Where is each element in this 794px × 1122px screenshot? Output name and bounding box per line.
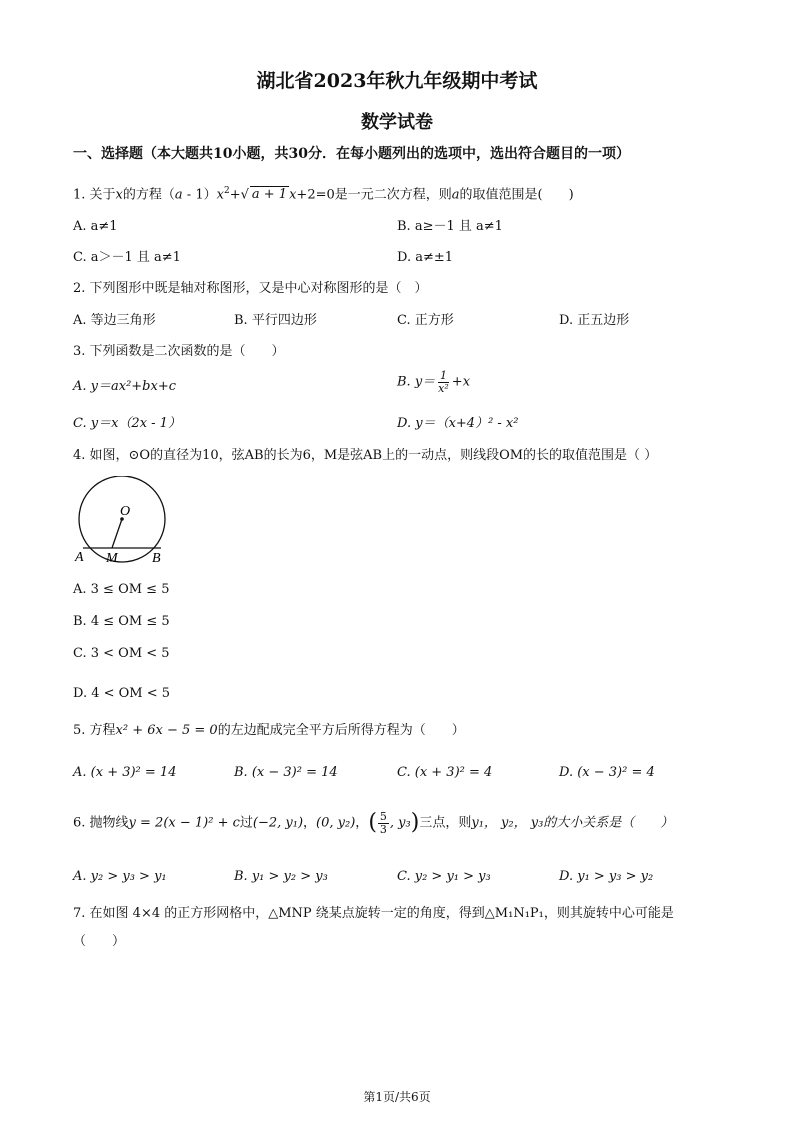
q4-option-a: A. 3 ≤ OM ≤ 5 [73,582,170,597]
segment-om [112,519,122,548]
q3-option-c: C. y＝x（2x - 1） [73,416,181,431]
q3-option-b: B. y＝ $\frac{1}{\text{x²}}$ +x [397,369,471,395]
q5-option-a: A. (x + 3)² = 14 [73,765,177,780]
q6-option-b: B. y₁ > y₂ > y₃ [234,869,328,884]
q6-option-c: C. y₂ > y₁ > y₃ [397,869,491,884]
q6-option-d: D. y₁ > y₃ > y₂ [559,869,654,884]
question-7-stem-continued: （ ） [73,934,126,949]
page-title: 湖北省2023年秋九年级期中考试 [256,70,538,92]
question-3-stem: 3. 下列函数是二次函数的是（ ） [73,344,285,359]
page-subtitle: 数学试卷 [361,112,433,133]
q2-option-c: C. 正方形 [397,313,454,328]
question-1-stem: 1. 关于x的方程$(a - 1)x^2+√$ a + 1 x+2=0是一元二次方程，则a的取值范围是( ) [73,186,574,203]
q2-option-d: D. 正五边形 [559,313,630,328]
question-7-stem: 7. 在如图 4×4 的正方形网格中，△MNP 绕某点旋转一定的角度，得到△M₁N₁P₁，则其旋转中心可能是 [73,906,674,921]
question-4-stem: 4. 如图，⊙O的直径为10，弦AB的长为6，M是弦AB上的一动点，则线段OM的长的取值范围是（ ） [73,448,658,463]
q5-option-d: D. (x − 3)² = 4 [559,765,655,780]
label-o: O [120,504,131,519]
q4-option-d: D. 4 < OM < 5 [73,686,171,701]
q6-option-a: A. y₂ > y₃ > y₁ [73,869,167,884]
q5-option-c: C. (x + 3)² = 4 [397,765,493,780]
label-b: B [152,551,161,566]
q2-option-b: B. 平行四边形 [234,313,317,328]
question-2-stem: 2. 下列图形中既是轴对称图形，又是中心对称图形的是（ ） [73,281,428,296]
label-m: M [106,551,118,566]
q4-option-c: C. 3 < OM < 5 [73,646,170,661]
circle-figure [72,476,182,568]
q1-option-c: C. a＞－1 且 a≠1 [73,250,181,265]
sqrt-expression: a + 1 [251,187,288,203]
q1-option-a: A. a≠1 [73,219,118,234]
q3-option-a: A. y＝ax²+bx+c [73,379,177,394]
q1-option-b: B. a≥－1 且 a≠1 [397,219,503,234]
q4-option-b: B. 4 ≤ OM ≤ 5 [73,614,170,629]
q2-option-a: A. 等边三角形 [73,313,156,328]
q3-option-d: D. y＝（x+4）² - x² [397,416,519,431]
page-footer: 第1页/共6页 [363,1090,431,1104]
q1-option-d: D. a≠±1 [397,250,454,265]
label-a: A [75,550,84,565]
question-5-stem: 5. 方程x² + 6x − 5 = 0的左边配成完全平方后所得方程为（ ） [73,723,465,738]
q5-option-b: B. (x − 3)² = 14 [234,765,338,780]
section-heading: 一、选择题（本大题共10小题，共30分．在每小题列出的选项中，选出符合题目的一项） [73,146,630,162]
question-6-stem: 6. 抛物线y = 2(x − 1)² + c过(−2, y₁)，(0, y₂)，( $\frac{5}{3}$ , y₃)三点，则y₁， y₂， y₃的大小关系是（ ） [73,810,674,836]
